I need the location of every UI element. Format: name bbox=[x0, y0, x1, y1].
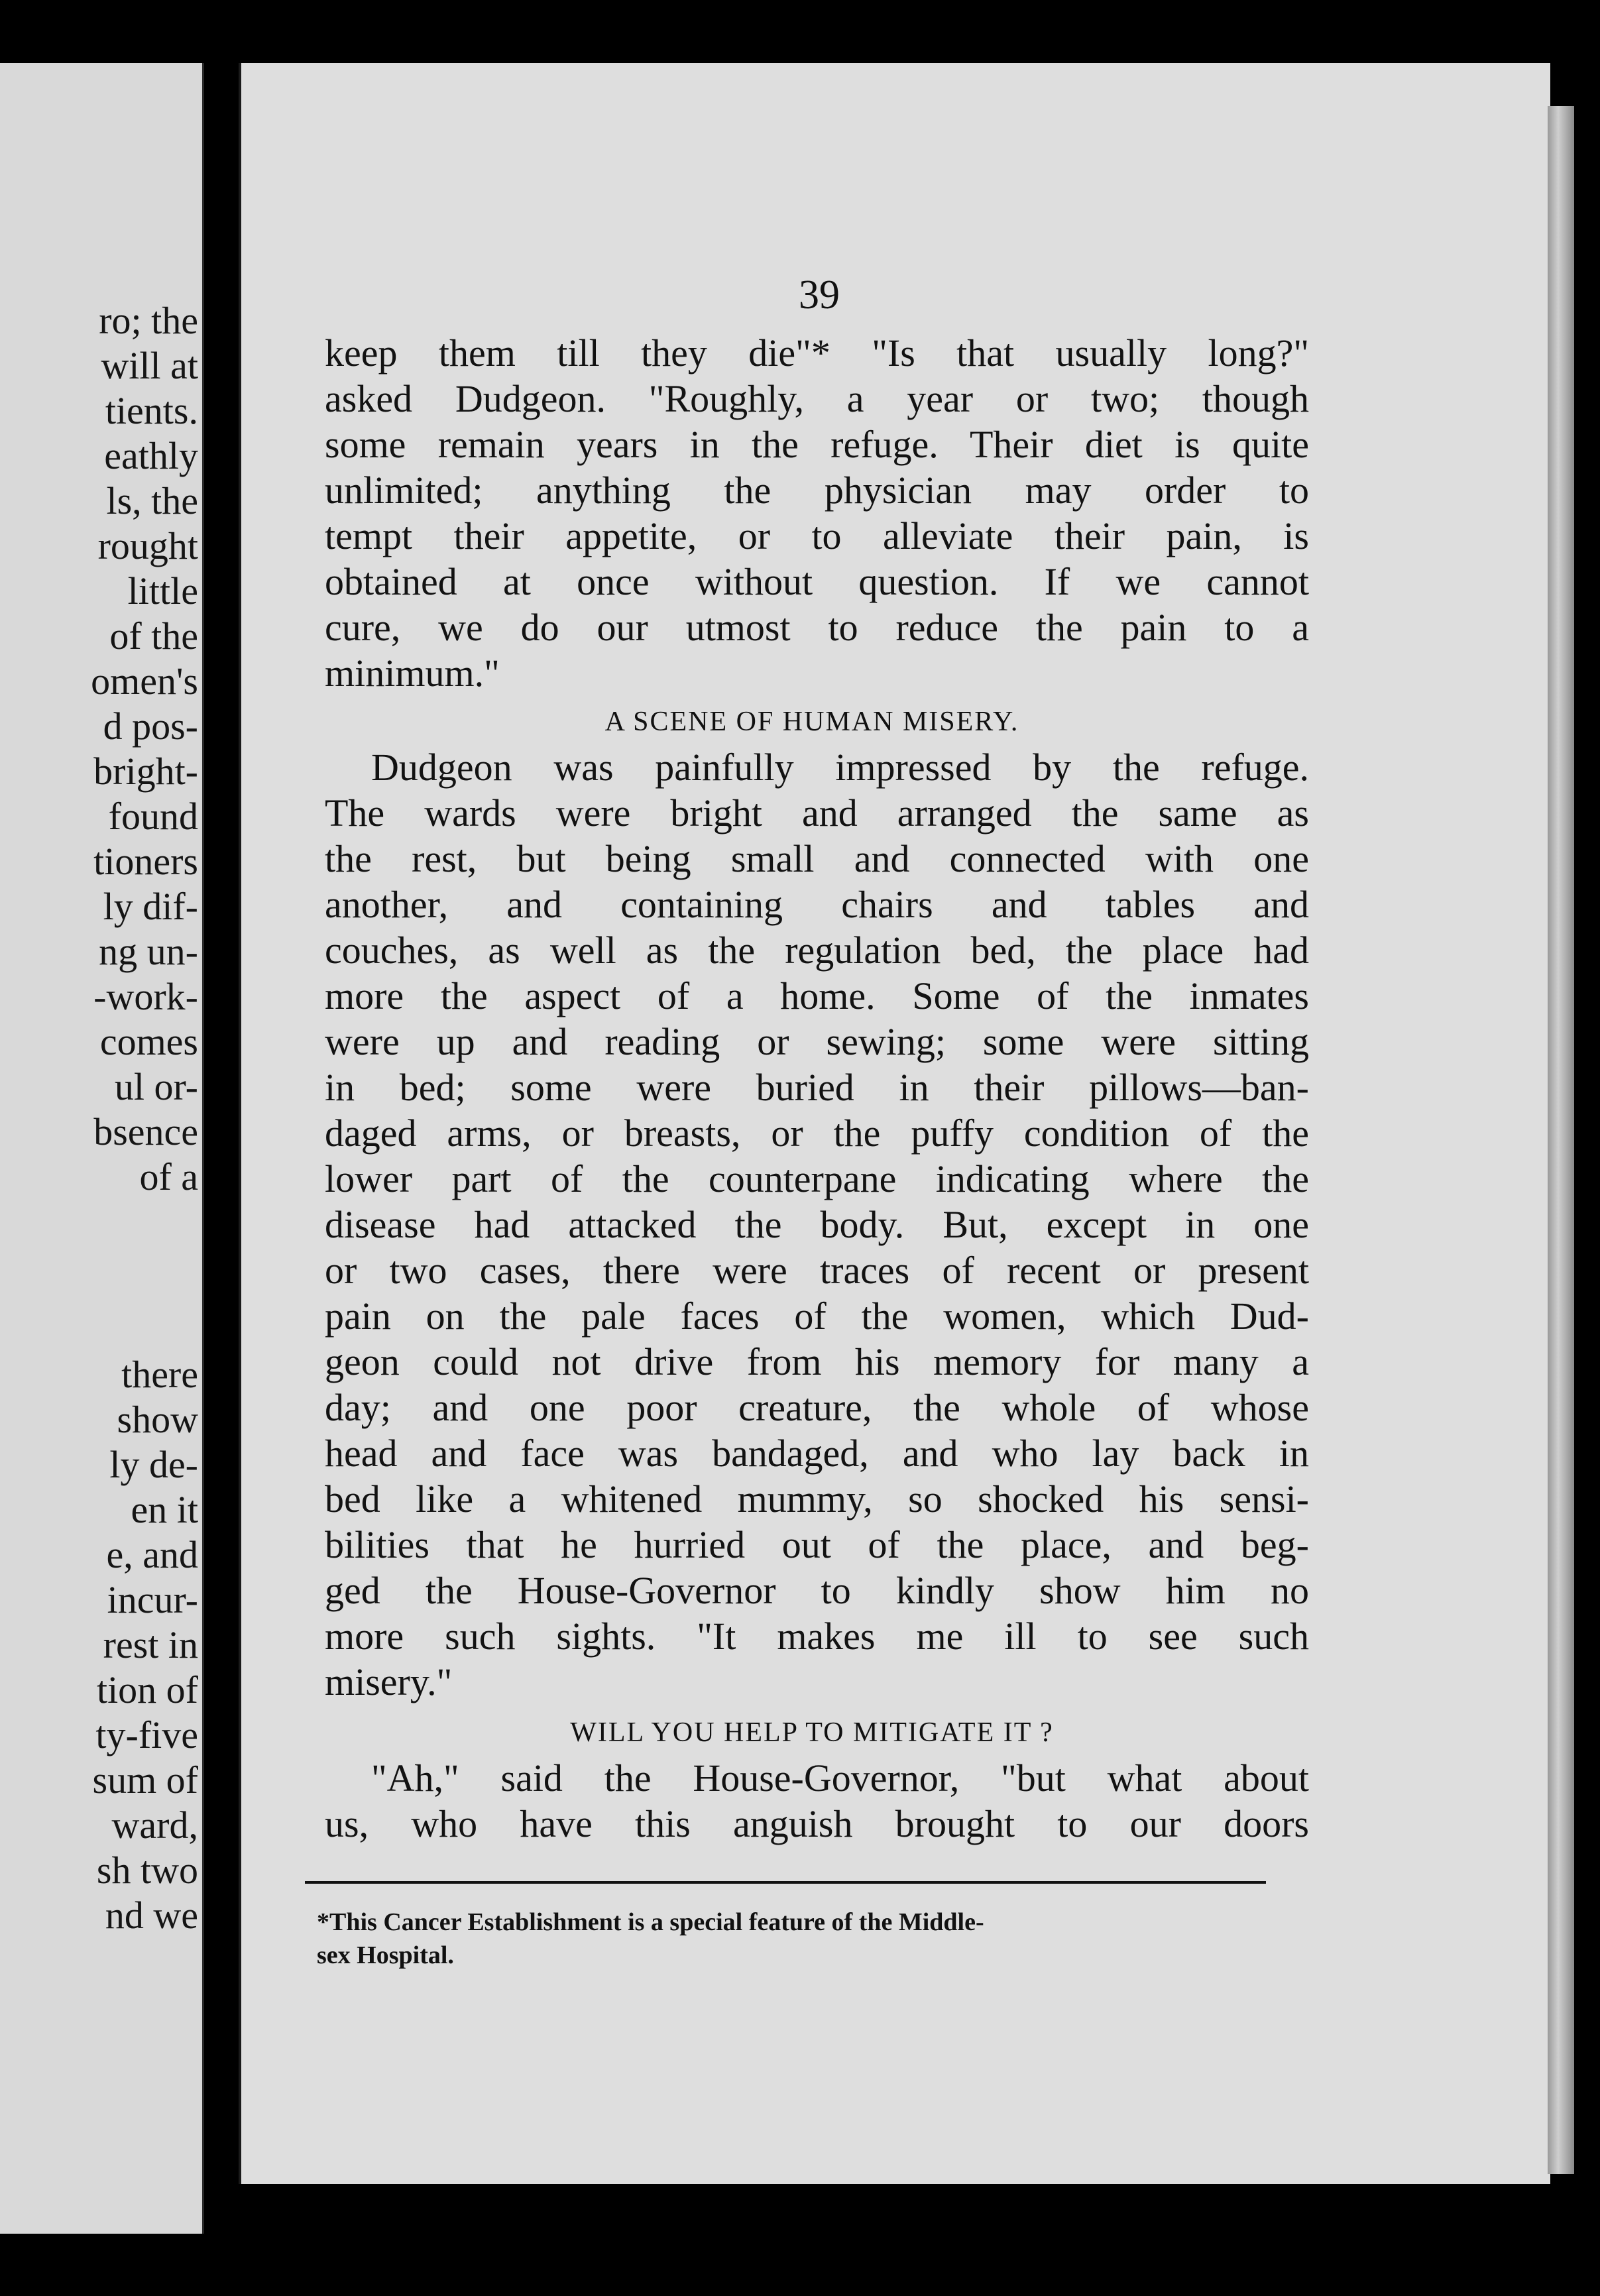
paragraph-2-line: The wards were bright and arranged the same as bbox=[325, 791, 1309, 834]
left-page-line: -work- bbox=[93, 975, 198, 1018]
left-page-line: d pos- bbox=[103, 705, 198, 748]
paragraph-2-line: ged the House-Governor to kindly show him no bbox=[325, 1569, 1309, 1612]
section-heading: A SCENE OF HUMAN MISERY. bbox=[604, 707, 1019, 737]
left-page-line: en it bbox=[131, 1488, 198, 1531]
paragraph-3-line: us, who have this anguish brought to our doors bbox=[325, 1802, 1309, 1845]
footnote-line: *This Cancer Establishment is a special feature of the Middle- bbox=[317, 1908, 984, 1936]
paragraph-2-line: in bed; some were buried in their pillows—ban- bbox=[325, 1066, 1309, 1109]
paragraph-1-line: minimum." bbox=[325, 652, 500, 695]
left-page-line: ul or- bbox=[114, 1065, 198, 1108]
paragraph-2-line: day; and one poor creature, the whole of whose bbox=[325, 1386, 1309, 1429]
left-page-line: ward, bbox=[111, 1804, 198, 1847]
paragraph-2-line: daged arms, or breasts, or the puffy condition of the bbox=[325, 1112, 1309, 1155]
paragraph-2-line: bilities that he hurried out of the place, and beg- bbox=[325, 1523, 1309, 1566]
paragraph-2-line: Dudgeon was painfully impressed by the refuge. bbox=[371, 746, 1309, 789]
paragraph-2-line: lower part of the counterpane indicating where the bbox=[325, 1157, 1309, 1200]
paragraph-2-line: another, and containing chairs and tables and bbox=[325, 883, 1309, 926]
left-page-line: there bbox=[121, 1353, 198, 1396]
left-page-line: will at bbox=[101, 344, 198, 387]
left-page-fragment bbox=[0, 63, 204, 2234]
left-page-line: ng un- bbox=[99, 930, 198, 973]
paragraph-1-line: tempt their appetite, or to alleviate their pain, is bbox=[325, 514, 1309, 557]
paragraph-2-line: couches, as well as the regulation bed, the place had bbox=[325, 929, 1309, 972]
paragraph-2-line: misery." bbox=[325, 1660, 453, 1703]
left-page-line: omen's bbox=[91, 660, 198, 703]
left-page-line: show bbox=[117, 1398, 198, 1441]
section-heading: WILL YOU HELP TO MITIGATE IT ? bbox=[570, 1717, 1054, 1748]
paragraph-2-line: head and face was bandaged, and who lay back in bbox=[325, 1432, 1309, 1475]
paragraph-1-line: keep them till they die"* "Is that usually long?" bbox=[325, 331, 1309, 374]
paragraph-2-line: more such sights. "It makes me ill to see such bbox=[325, 1615, 1309, 1658]
paragraph-3-line: "Ah," said the House-Governor, "but what about bbox=[371, 1756, 1309, 1800]
paragraph-2-line: disease had attacked the body. But, except in one bbox=[325, 1203, 1309, 1246]
left-page-line: ly dif- bbox=[103, 885, 198, 928]
left-page-line: nd we bbox=[105, 1894, 198, 1937]
paragraph-1-line: asked Dudgeon. "Roughly, a year or two; though bbox=[325, 377, 1309, 420]
left-page-line: bright- bbox=[93, 750, 198, 793]
left-page-line: sum of bbox=[92, 1758, 198, 1802]
left-page-line: of the bbox=[109, 614, 198, 658]
left-page-line: found bbox=[108, 795, 198, 838]
left-page-line: of a bbox=[139, 1155, 198, 1198]
left-page-line: rought bbox=[97, 524, 198, 567]
left-page-line: bsence bbox=[93, 1110, 198, 1153]
paragraph-2-line: the rest, but being small and connected with one bbox=[325, 837, 1309, 880]
left-page-line: little bbox=[127, 569, 198, 612]
paragraph-1-line: unlimited; anything the physician may order to bbox=[325, 469, 1309, 512]
left-page-line: rest in bbox=[103, 1623, 198, 1666]
left-page-line: comes bbox=[99, 1020, 198, 1063]
paragraph-1-line: some remain years in the refuge. Their diet is quite bbox=[325, 423, 1309, 466]
left-page-line: ro; the bbox=[99, 299, 198, 342]
paragraph-2-line: bed like a whitened mummy, so shocked his sensi- bbox=[325, 1477, 1309, 1521]
paragraph-1-line: obtained at once without question. If we cannot bbox=[325, 560, 1309, 603]
left-page-line: incur- bbox=[107, 1578, 198, 1621]
left-page-line: ly de- bbox=[109, 1443, 198, 1486]
footnote-rule bbox=[305, 1881, 1266, 1884]
left-page-line: tients. bbox=[105, 389, 198, 432]
paragraph-2-line: were up and reading or sewing; some were sitting bbox=[325, 1020, 1309, 1063]
paragraph-1-line: cure, we do our utmost to reduce the pain to a bbox=[325, 606, 1309, 649]
footnote-line: sex Hospital. bbox=[317, 1941, 454, 1969]
left-page-line: sh two bbox=[96, 1849, 198, 1892]
left-page-line: ls, the bbox=[106, 479, 198, 522]
left-page-line: tion of bbox=[96, 1668, 198, 1711]
left-page-line: ty-five bbox=[95, 1713, 198, 1756]
paragraph-2-line: geon could not drive from his memory for many a bbox=[325, 1340, 1309, 1383]
paragraph-2-line: or two cases, there were traces of recent or present bbox=[325, 1249, 1309, 1292]
left-page-line: e, and bbox=[106, 1533, 198, 1576]
page-edge bbox=[1548, 106, 1574, 2174]
paragraph-2-line: more the aspect of a home. Some of the inmates bbox=[325, 974, 1309, 1017]
paragraph-2-line: pain on the pale faces of the women, which Dud- bbox=[325, 1294, 1309, 1338]
left-page-line: tioners bbox=[93, 840, 198, 883]
page-number: 39 bbox=[799, 272, 840, 317]
left-page-line: eathly bbox=[104, 434, 198, 477]
